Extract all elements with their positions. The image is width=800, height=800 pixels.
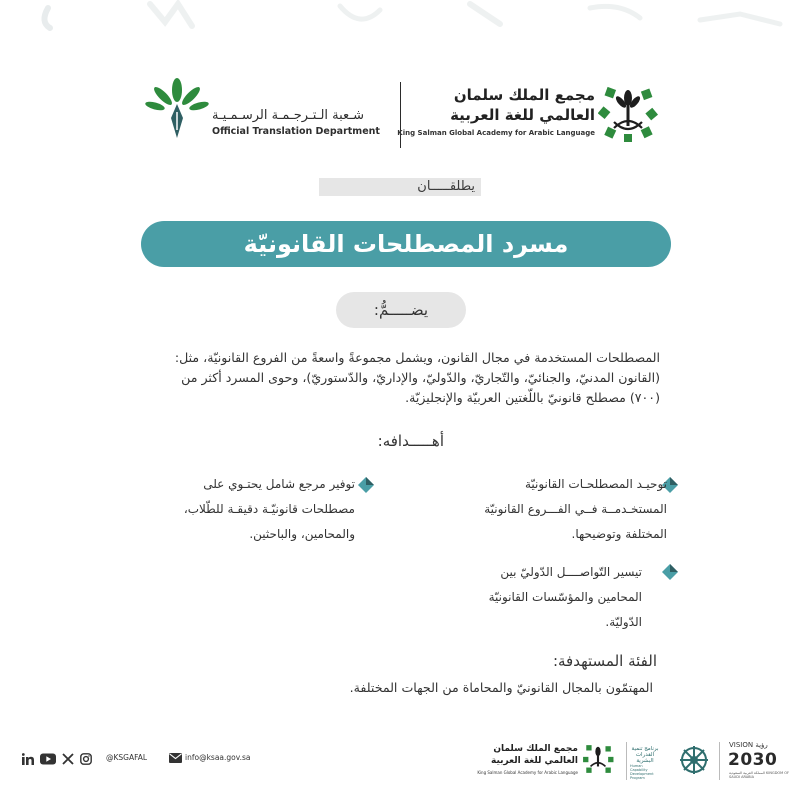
launch-label: يطلقـــــان [417,179,475,194]
palm-pen-logo-icon [145,78,209,140]
vision-subtitle: المملكة العربية السعودية KINGDOM OF SAUDI ARABIA [729,771,790,779]
vision-year: 2030 [728,750,778,770]
footer-ksaa-line2: العالمي للغة العربية [491,756,578,766]
target-audience-heading: الفئة المستهدفة: [552,652,657,670]
footer-divider-1 [626,742,627,780]
hcdp-name-arabic: برنامج تنمية القدرات البشرية [631,746,659,764]
page-title: مسرد المصطلحات القانونيّة [243,230,569,258]
decorative-doodles [0,0,800,70]
header-divider [400,82,401,148]
social-handle[interactable]: @KSGAFAL [106,753,148,762]
instagram-icon[interactable] [80,753,92,765]
ksaa-name-english: King Salman Global Academy for Arabic Language [397,129,595,137]
footer-ksaa-emblem-icon [582,743,614,775]
linkedin-icon[interactable] [22,753,34,765]
goal-item-2: توفير مرجع شامل يحتـوي على مصطلحات قانونيّـة دقيقـة للطّلاب، والمحامين، والباحثين. [183,477,355,541]
translation-dept-arabic: شـعبة الـتـرجـمـة الرسـمـيـة [212,108,365,123]
youtube-icon[interactable] [40,753,56,765]
title-banner [141,221,671,267]
includes-badge [336,292,466,328]
vision-label: VISION رؤية [729,741,768,749]
goal-item-3: تيسير التّواصــــل الدّوليّ بين المحامين والمؤسّسات القانونيّة الدّوليّة. [488,565,642,629]
goal-item-1: توحيـد المصطلحـات القانونيّة المستخـدمــة فــي الفـــروع القانونيّة المختلفة وتوضيحها. [484,477,667,541]
ksaa-name-line2: العالمي للغة العربية [450,106,595,124]
description-paragraph: المصطلحات المستخدمة في مجال القانون، ويشمل مجموعةً واسعةً من الفروع القانونيّة، مثل: (القانون المدنيّ، والجنائيّ، والتّجاريّ، والدّوليّ، والإداريّ، والدّستوريّ)، وحوى المسرد أكثر من (٧٠٠) مصطلح قانونيّ باللّغتين العربيّة والإنجليزيّة. [174,350,660,405]
hcdp-name-english: Human Capability Development Program [630,764,654,780]
email-link[interactable]: info@ksaa.gov.sa [185,753,251,762]
translation-dept-english: Official Translation Department [212,126,380,137]
x-icon[interactable] [62,753,74,765]
social-icons [22,752,92,766]
footer-ksaa-line1: مجمع الملك سلمان [493,744,578,754]
goal-3-bullet-icon [660,561,680,583]
goals-heading: أهـــــدافه: [377,432,444,450]
email-icon [169,753,182,763]
ksaa-name-line1: مجمع الملك سلمان [453,86,595,104]
hcdp-logo-icon [677,743,711,777]
footer-divider-2 [719,742,720,780]
target-audience-text: المهتمّون بالمجال القانونيّ والمحاماة من الجهات المختلفة. [349,680,653,695]
includes-label: يضـــــمُّ: [373,301,429,319]
ksaa-emblem-icon [598,84,658,144]
goal-2-bullet-icon [356,474,376,496]
footer-ksaa-english: King Salman Global Academy for Arabic Language [477,770,578,775]
